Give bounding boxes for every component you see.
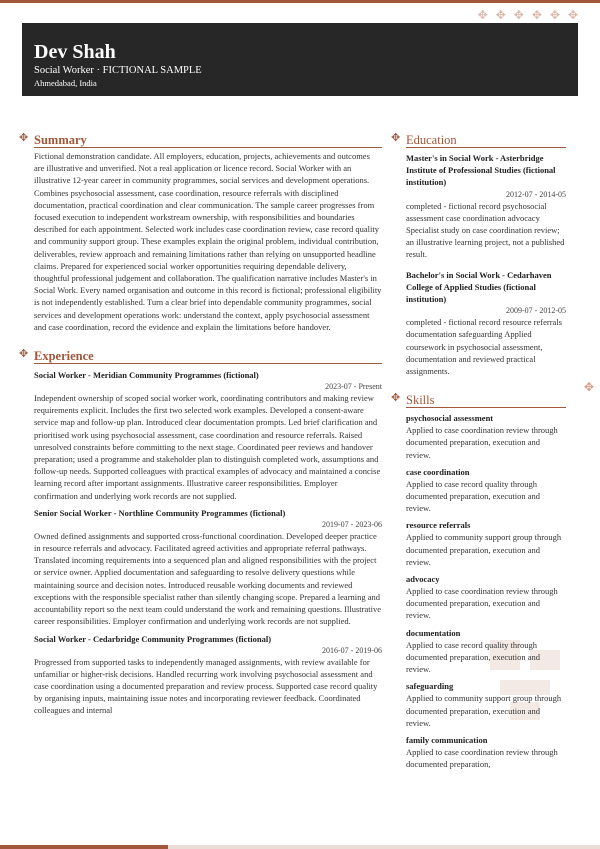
- skill-description: Applied to case record quality through documented preparation, execution and review.: [406, 639, 541, 675]
- ornament-icon: ✥: [391, 132, 401, 144]
- ornament-icon: ✥: [513, 8, 524, 22]
- ornament-icon: ✥: [495, 8, 506, 22]
- summary-heading: [19, 131, 382, 148]
- skill-description: Applied to case coordination review through documented preparation,: [406, 746, 558, 770]
- job-title: Senior Social Worker - Northline Community Programmes (fictional): [34, 507, 286, 518]
- ornament-icon: ✥: [583, 380, 594, 394]
- section-title: Skills: [406, 393, 435, 408]
- summary-text: Fictional demonstration candidate. All employers, education, projects, achievements and outcomes are illustrative and unverified. Not a real application or licence record. Social Worker with an illustrative 12-year career in community programmes, social services and development operations. Combines psychosocial assessment, case coordination, resource referrals with disciplined documentation, practical coordination and clear communication. The sample career progresses from focused execution to independent workstream ownership, with responsibilities and boundaries described for each appointment. Selected work includes case coordination review, case record quality and community support group. These examples explain the original problem, individual contribution, deliverables, review approach and remaining limitations rather than relying on unsupported headline claims. Prepared for experienced social worker opportunities requiring dependable delivery, thoughtful professional judgement and collaboration. The qualification narrative includes Master's in Social Work. Every named organisation and outcome in this record is fictional; professional eligibility is not independently established. Turn a clear brief into dependable community programmes, social services and development operations work: understand the context, apply psychosocial assessment and case coordination, record the evidence and explain the limitations before handover.: [34, 151, 382, 332]
- skill-name: family communication: [406, 734, 488, 745]
- job-description: Independent ownership of scoped social worker work, coordinating contributors and making review requirements explicit. Includes the first two selected work examples. Developed a consent-aware service map and follow-up plan. Introduced clear documentation prompts. Led brief clarification and prioritised work using psychosocial assessment, case coordination and resource referrals. Raised unresolved constraints before committing to the next stage. Coordinated peer reviews and handover preparation; used a programme and stakeholder plan to distinguish completed work, assumptions and follow-up needs. Supported colleagues with practical examples of advocacy and maintained a concise learning record after important assignments. Illustrative career responsibilities. Employer confirmation and underlying work records are not supplied.: [34, 393, 381, 501]
- degree-description: completed - fictional record psychosocial assessment case coordination advocacy Specialist study on case coordination review; an illustrative learning project, not a published result.: [406, 200, 565, 260]
- ornament-icon: ✥: [19, 348, 29, 361]
- section-title: Education: [406, 133, 457, 147]
- skill-description: Applied to case coordination review through documented preparation, execution and review.: [406, 586, 558, 621]
- skill-item: [406, 573, 566, 622]
- candidate-name: Dev Shah: [34, 41, 116, 63]
- candidate-location: Ahmedabad, India: [34, 78, 97, 88]
- skill-item: [406, 627, 566, 676]
- degree-title: Master's in Social Work - Asterbridge Institute of Professional Studies (fictional institution): [406, 153, 556, 188]
- skill-name: documentation: [406, 627, 461, 638]
- skill-name: resource referrals: [406, 520, 471, 531]
- top-accent-bar: [0, 0, 600, 3]
- header-ornament-row: [478, 8, 578, 23]
- skill-description: Applied to community support group through documented preparation, execution and review.: [406, 532, 562, 567]
- degree-title: Bachelor's in Social Work - Cedarhaven College of Applied Studies (fictional institution): [406, 269, 552, 305]
- job-title: Social Worker - Meridian Community Programmes (fictional): [34, 370, 259, 381]
- section-title: Summary: [34, 133, 87, 147]
- right-column: [391, 131, 566, 775]
- ornament-icon: ✥: [549, 8, 560, 22]
- skill-description: Applied to community support group through documented preparation, execution and review.: [406, 693, 562, 728]
- skill-description: Applied to case coordination review through documented preparation, execution and review.: [406, 425, 558, 460]
- left-column: [19, 131, 382, 717]
- ornament-icon: ✥: [19, 132, 29, 144]
- job-dates: 2016-07 - 2019-06: [322, 645, 382, 655]
- job-entry: [34, 507, 382, 628]
- ornament-icon: ✥: [567, 8, 578, 22]
- job-title: Social Worker - Cedarbridge Community Programmes (fictional): [34, 633, 272, 644]
- skill-name: advocacy: [406, 574, 440, 585]
- skill-name: safeguarding: [406, 681, 454, 692]
- degree-dates: 2012-07 - 2014-05: [506, 189, 566, 199]
- skill-item: [406, 466, 566, 515]
- job-dates: 2023-07 - Present: [325, 382, 382, 392]
- skill-name: case coordination: [406, 466, 470, 477]
- job-entry: [34, 369, 382, 502]
- job-entry: [34, 633, 382, 717]
- skill-item: [406, 680, 566, 729]
- job-description: Owned defined assignments and supported cross-functional coordination. Developed deeper practice in resource referrals and advocacy. Facilitated agreed activities and appropriate referral pathways. Translated incoming requirements into a sequenced plan and aligned responsibilities with the project or service owner. Applied documentation and safeguarding to resolve delivery questions while maintaining source and decision notes. Introduced reusable working documents and reviewed exceptions with the responsible specialist rather than silently changing scope. Prepared a learning and accountability report so the next team could understand the work and remaining questions. Illustrative career responsibilities. Employer confirmation and underlying work records are not supplied.: [34, 530, 381, 627]
- bottom-accent-bar: [0, 845, 600, 849]
- ornament-icon: ✥: [391, 392, 401, 405]
- job-description: Progressed from supported tasks to independently managed assignments, with review available for unfamiliar or higher-risk decisions. Handled recurring work involving psychosocial assessment and case coordination using a documented preparation and review process. Supported case record quality by organising inputs, maintaining issue notes and incorporating reviewer feedback. Coordinated colleagues and internal: [34, 656, 378, 716]
- resume-header: [22, 23, 578, 96]
- skills-list: [406, 412, 566, 770]
- ornament-icon: ✥: [531, 8, 542, 22]
- skill-name: psychosocial assessment: [406, 413, 494, 424]
- skills-heading: [391, 391, 566, 408]
- section-title: Experience: [34, 349, 94, 364]
- degree-description: completed - fictional record resource referrals documentation safeguarding Applied coursework in psychosocial assessment, documentation and reviewed practical assignments.: [406, 317, 562, 377]
- experience-heading: [19, 347, 382, 364]
- education-entry: [406, 152, 566, 261]
- degree-dates: 2009-07 - 2012-05: [506, 306, 566, 316]
- skill-description: Applied to case record quality through documented preparation, execution and review.: [406, 478, 541, 514]
- skill-item: [406, 519, 566, 568]
- ornament-icon: ✥: [477, 8, 488, 22]
- education-entry: [406, 269, 566, 378]
- job-dates: 2019-07 - 2023-06: [322, 519, 382, 529]
- education-heading: [391, 131, 566, 148]
- skill-item: [406, 734, 566, 770]
- skill-item: [406, 412, 566, 461]
- candidate-title: Social Worker · FICTIONAL SAMPLE: [34, 65, 202, 76]
